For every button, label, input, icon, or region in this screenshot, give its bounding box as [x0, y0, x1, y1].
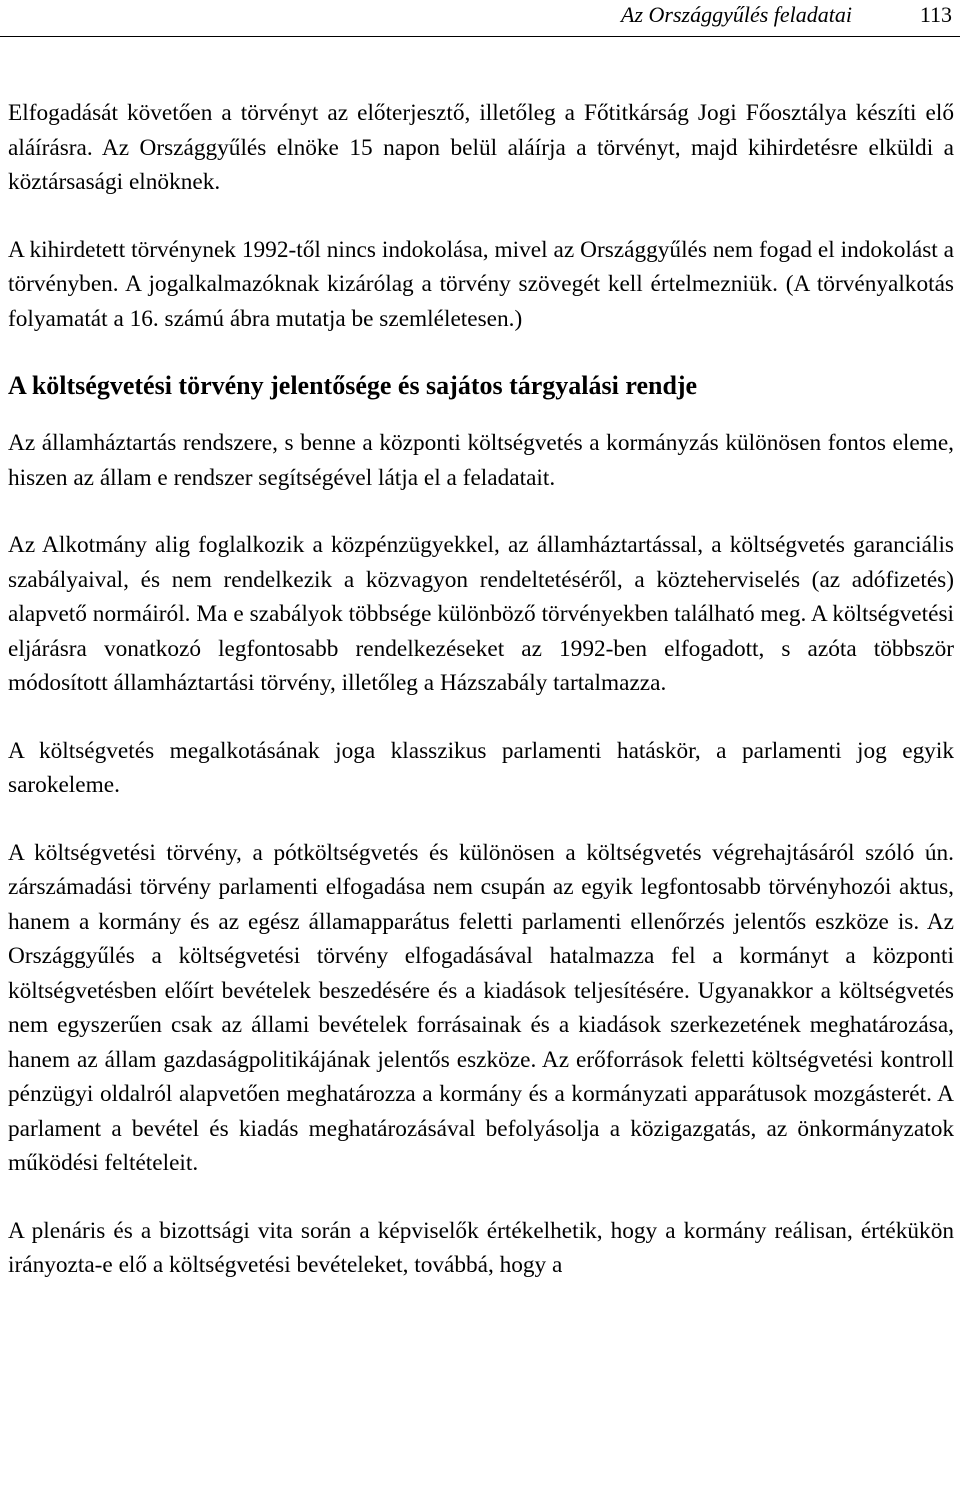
section-heading: A költségvetési törvény jelentősége és sajátos tárgyalási rendje	[8, 371, 698, 400]
paragraph-plenary-debate: A plenáris és a bizottsági vita során a képviselők értékelhetik, hogy a kormány reálisan, értékükön irányozta-e elő a költségvetési bevételeket, továbbá, hogy a	[8, 1217, 954, 1278]
paragraph-state-budget-system: Az államháztartás rendszere, s benne a központi költségvetés a kormányzás különösen fontos eleme, hiszen az állam e rendszer segítségével látja el a feladatait.	[8, 430, 954, 491]
paragraph-budget-law-role: A költségvetési törvény, a pótköltségvetés és különösen a költségvetés végrehajtásáról szóló ún. zárszámadási törvény parlamenti elfogadása nem csupán az egyik legfontosabb törvényhozói aktus, hanem a kormány és az egész államapparátus feletti parlamenti ellenőrzés jelentős eszköze is. Az Országgyűlés a költségvetési törvény elfogadásával hatalmazza fel a kormányt a központi költségvetésben előírt bevételek beszedésére és a kiadások teljesítésére. Ugyanakkor a költségvetés nem egyszerűen csak az állami bevételek forrásainak és a kiadások szerkezetének meghatározása, hanem az állam gazdaságpolitikájának jelentős eszköze. Az erőforrások feletti költségvetési kontroll pénzügyi oldalról alapvetően meghatározza a kormány és a kormányzati apparátusok mozgásterét. A parlament a bevétel és kiadás meghatározásával befolyásolja a közigazgatás, az önkormányzatok működési feltételeit.	[8, 839, 954, 1176]
paragraph-law-signing: Elfogadását követően a törvényt az előterjesztő, illetőleg a Főtitkárság Jogi Főosztálya készíti elő aláírásra. Az Országgyűlés elnöke 15 napon belül aláírja a törvényt, majd kihirdetésre elküldi a köztársasági elnöknek.	[8, 100, 954, 195]
paragraph-constitution: Az Alkotmány alig foglalkozik a közpénzügyekkel, az államháztartással, a költségvetés garanciális szabályaival, és nem rendelkezik a közvagyon rendeltetéséről, a közteherviselés (az adófizetés) alapvető normáiról. Ma e szabályok többsége különböző törvényekben található meg. A költségvetési eljárásra vonatkozó legfontosabb rendelkezéseket az 1992-ben elfogadott, s azóta többször módosított államháztartási törvény, illetőleg a Házszabály tartalmazza.	[8, 532, 954, 696]
page-number: 113	[919, 2, 952, 27]
running-title: Az Országgyűlés feladatai	[621, 2, 852, 27]
paragraph-budget-right: A költségvetés megalkotásának joga klasszikus parlamenti hatáskör, a parlamenti jog egyik sarokeleme.	[8, 737, 954, 798]
page-header	[0, 0, 960, 37]
page-body	[8, 96, 954, 1283]
paragraph-law-justification: A kihirdetett törvénynek 1992-től nincs indokolása, mivel az Országgyűlés nem fogad el indokolást a törvényben. A jogalkalmazóknak kizárólag a törvény szövegét kell értelmezniük. (A törvényalkotás folyamatát a 16. számú ábra mutatja be szemléletesen.)	[8, 236, 954, 332]
